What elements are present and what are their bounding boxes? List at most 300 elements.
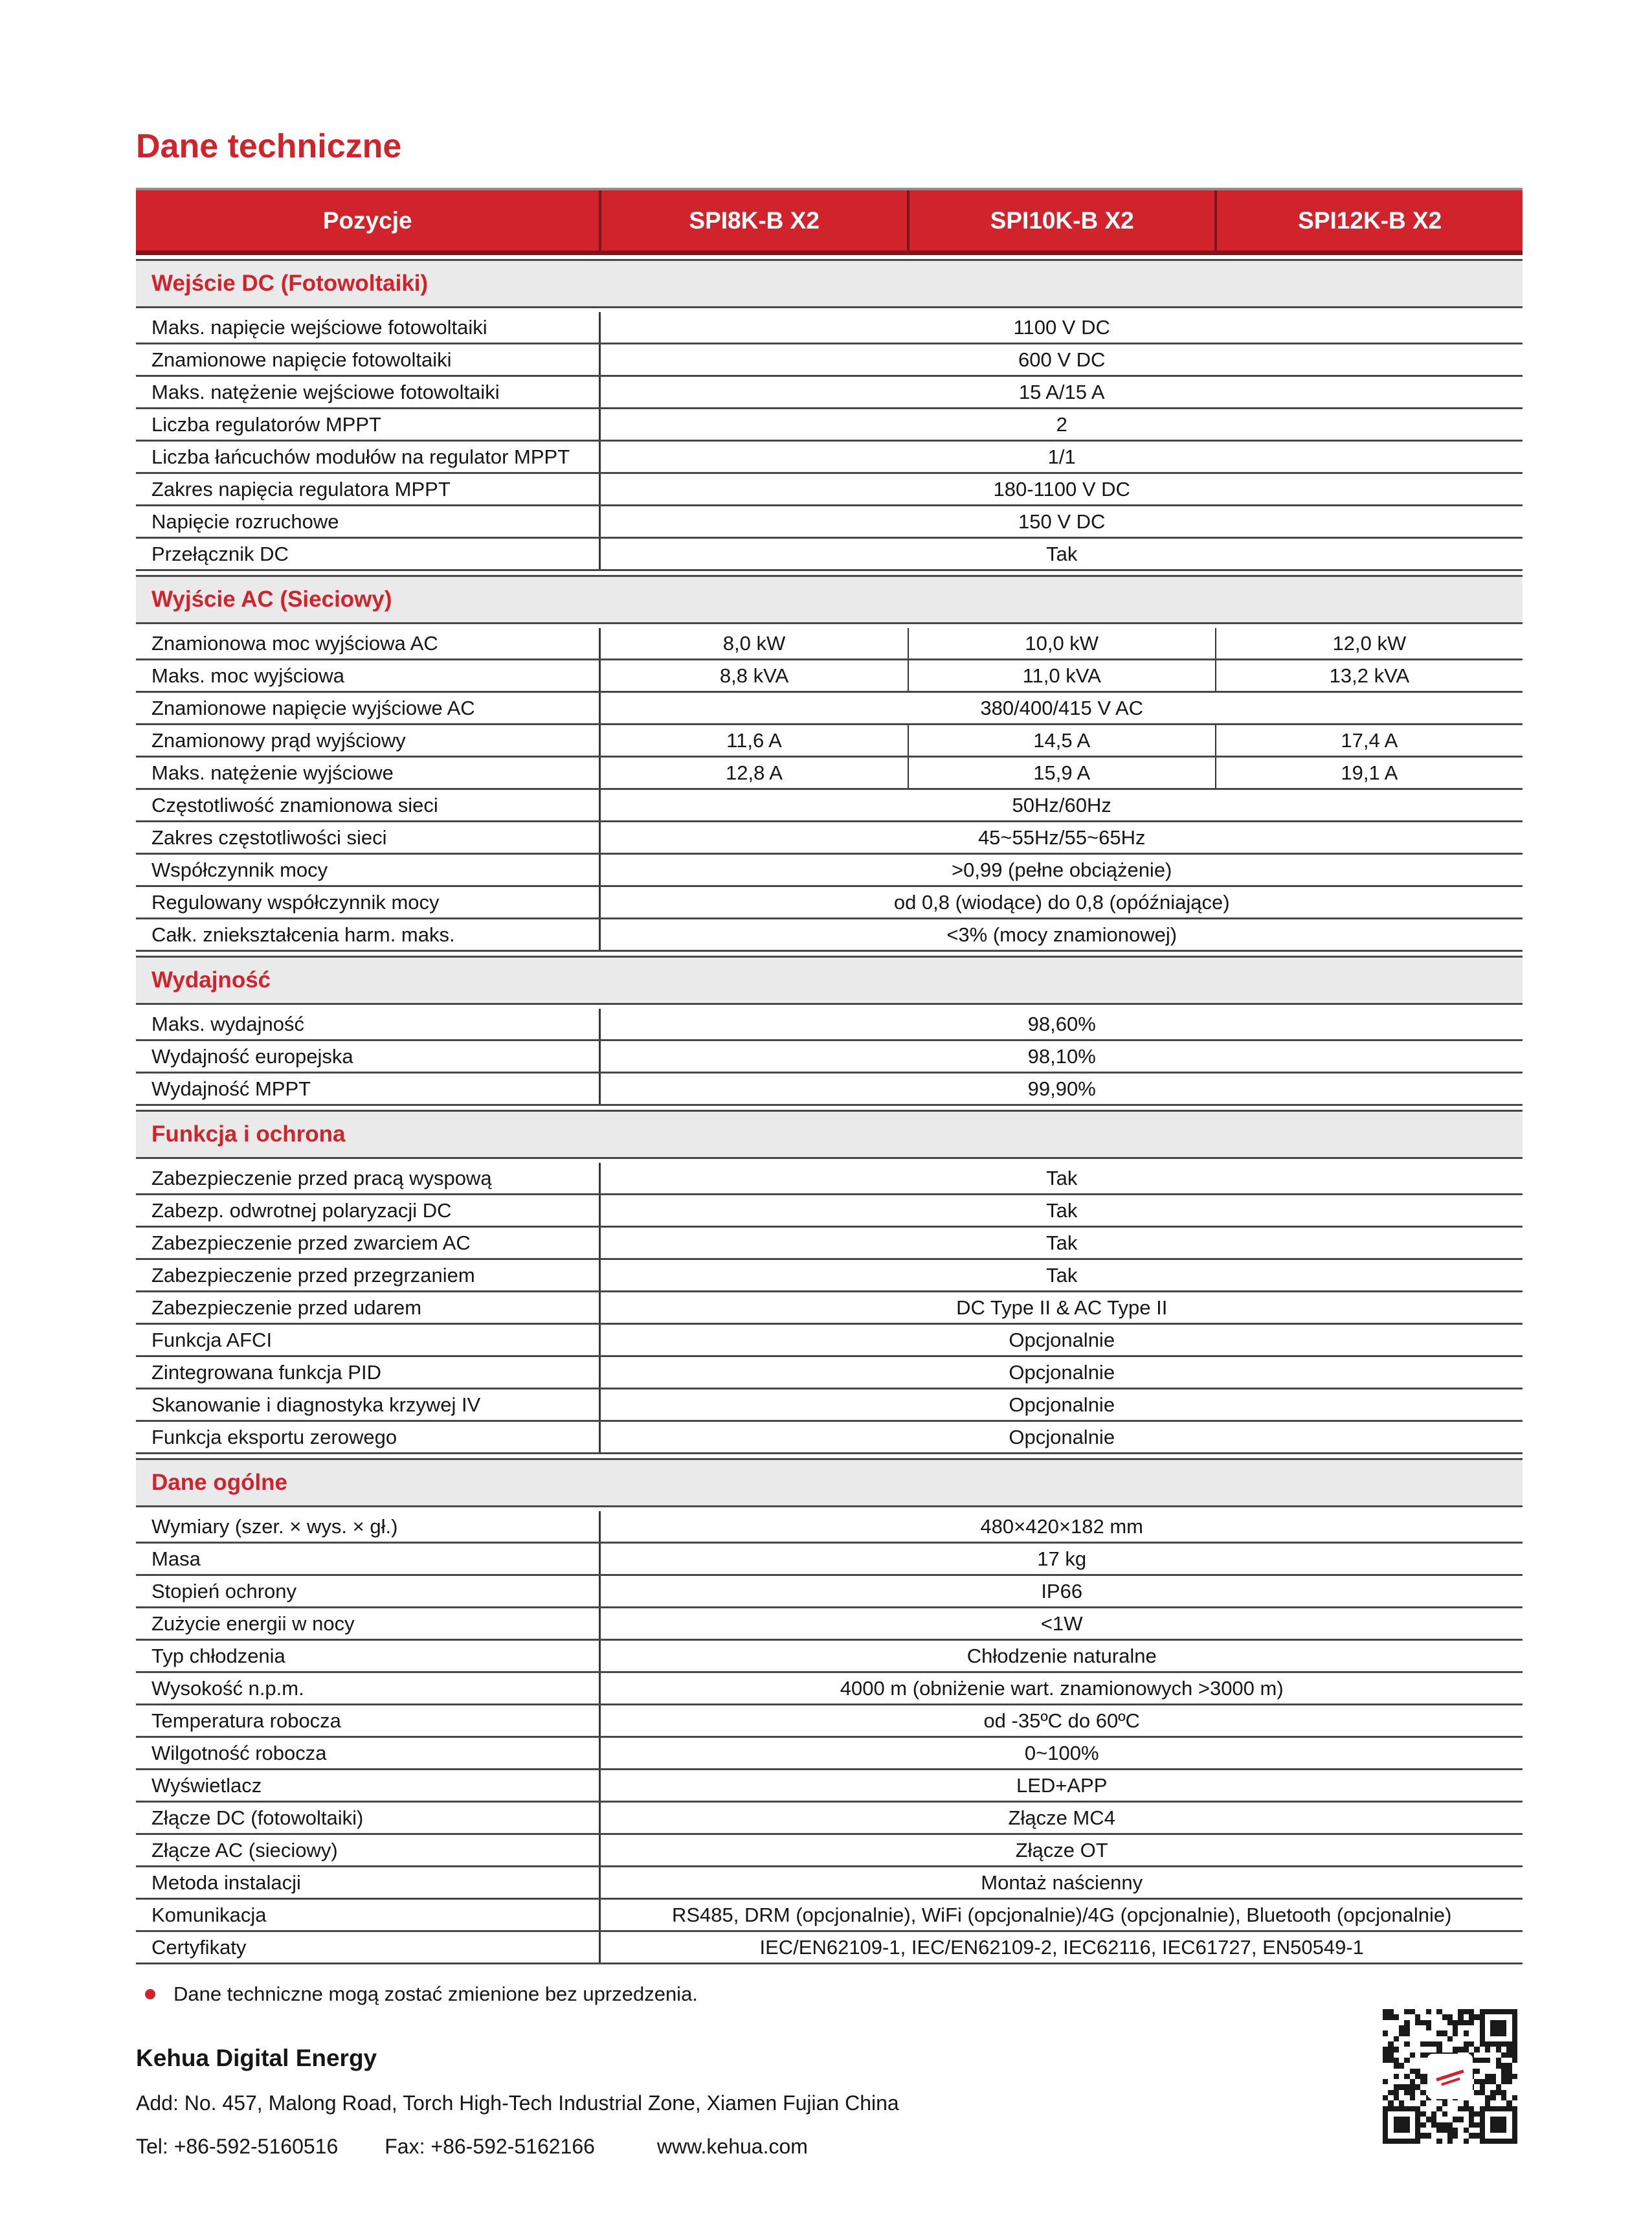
qr-module (1480, 2111, 1485, 2117)
qr-module (1431, 2133, 1436, 2138)
qr-module (1458, 2014, 1463, 2019)
qr-module (1420, 2020, 1425, 2025)
spec-row (136, 822, 1523, 855)
website: www.kehua.com (656, 2135, 808, 2158)
qr-module (1404, 2084, 1409, 2089)
spec-value: 15,9 A (908, 758, 1215, 788)
kehua-swoosh-icon (1434, 2067, 1466, 2085)
qr-module (1464, 2133, 1469, 2138)
qr-module (1399, 2052, 1404, 2058)
qr-module (1442, 2041, 1447, 2047)
qr-module (1458, 2128, 1463, 2133)
qr-code (1383, 2009, 1517, 2144)
qr-module (1426, 2036, 1431, 2041)
qr-module (1415, 2009, 1420, 2014)
qr-module (1410, 2095, 1415, 2100)
qr-module (1485, 2036, 1490, 2041)
qr-module (1506, 2025, 1512, 2030)
qr-module (1394, 2052, 1399, 2058)
qr-module (1496, 2128, 1501, 2133)
qr-module (1474, 2025, 1479, 2030)
footnote-text: Dane techniczne mogą zostać zmienione bez uprzedzenia. (173, 1983, 698, 2005)
qr-module (1506, 2139, 1512, 2144)
spec-label: Częstotliwość znamionowa sieci (151, 793, 438, 816)
spec-values (599, 1422, 1523, 1452)
qr-module (1506, 2111, 1512, 2117)
company-address: Add: No. 457, Malong Road, Torch High-Tech Industrial Zone, Xiamen Fujian China (136, 2091, 899, 2115)
qr-module (1415, 2041, 1420, 2047)
qr-module (1474, 2047, 1479, 2052)
qr-module (1506, 2117, 1512, 2122)
qr-module (1415, 2063, 1420, 2068)
qr-module (1485, 2128, 1490, 2133)
spec-values (599, 919, 1523, 950)
qr-module (1464, 2020, 1469, 2025)
qr-module (1442, 2106, 1447, 2111)
qr-module (1415, 2079, 1420, 2084)
qr-module (1404, 2122, 1409, 2128)
qr-module (1388, 2139, 1393, 2144)
qr-module (1426, 2041, 1431, 2047)
qr-module (1474, 2090, 1479, 2095)
qr-module (1410, 2063, 1415, 2068)
spec-label: Znamionowe napięcie wyjściowe AC (151, 696, 475, 719)
spec-row (136, 1900, 1523, 1932)
qr-module (1512, 2128, 1517, 2133)
spec-row (136, 1009, 1523, 1041)
qr-module (1480, 2084, 1485, 2089)
qr-module (1485, 2069, 1490, 2074)
spec-label: Znamionowe napięcie fotowoltaiki (151, 348, 452, 371)
qr-module (1480, 2058, 1485, 2063)
qr-module (1410, 2100, 1415, 2106)
qr-module (1464, 2117, 1469, 2122)
qr-module (1410, 2069, 1415, 2074)
qr-module (1431, 2122, 1436, 2128)
qr-module (1453, 2111, 1458, 2117)
spec-row (136, 1835, 1523, 1867)
spec-value: RS485, DRM (opcjonalnie), WiFi (opcjonalnie)/4G (opcjonalnie), Bluetooth (opcjonalnie) (671, 1903, 1452, 1926)
qr-module (1506, 2041, 1512, 2047)
spec-value: 14,5 A (908, 725, 1215, 756)
qr-module (1469, 2122, 1474, 2128)
qr-module (1512, 2117, 1517, 2122)
spec-row (136, 506, 1523, 539)
qr-module (1410, 2084, 1415, 2089)
qr-module (1458, 2041, 1463, 2047)
qr-module (1415, 2111, 1420, 2117)
qr-module (1394, 2095, 1399, 2100)
qr-module (1447, 2020, 1453, 2025)
qr-module (1383, 2100, 1388, 2106)
qr-module (1420, 2074, 1425, 2079)
qr-module (1431, 2020, 1436, 2025)
qr-module (1404, 2041, 1409, 2047)
qr-module (1399, 2117, 1404, 2122)
qr-module (1480, 2106, 1485, 2111)
contact-line (136, 2135, 1523, 2159)
qr-module (1399, 2079, 1404, 2084)
qr-module (1506, 2090, 1512, 2095)
spec-label: Certyfikaty (151, 1935, 247, 1959)
qr-module (1469, 2128, 1474, 2133)
fax: Fax: +86-592-5162166 (385, 2135, 595, 2158)
qr-module (1496, 2074, 1501, 2079)
qr-module (1474, 2009, 1479, 2014)
qr-module (1506, 2133, 1512, 2138)
qr-module (1469, 2014, 1474, 2019)
qr-module (1394, 2009, 1399, 2014)
qr-module (1458, 2009, 1463, 2014)
spec-value: 480×420×182 mm (980, 1514, 1144, 1538)
qr-module (1490, 2058, 1495, 2063)
qr-module (1464, 2100, 1469, 2106)
qr-module (1447, 2014, 1453, 2019)
spec-values (599, 1932, 1523, 1962)
spec-row (136, 1738, 1523, 1770)
qr-module (1512, 2139, 1517, 2144)
qr-module (1490, 2090, 1495, 2095)
qr-module (1453, 2020, 1458, 2025)
qr-module (1474, 2084, 1479, 2089)
qr-module (1383, 2014, 1388, 2019)
spec-values (599, 1195, 1523, 1226)
qr-module (1464, 2014, 1469, 2019)
qr-module (1480, 2047, 1485, 2052)
qr-module (1453, 2030, 1458, 2036)
qr-module (1447, 2030, 1453, 2036)
spec-value: Tak (1046, 1198, 1078, 1222)
spec-values (599, 344, 1523, 375)
qr-module (1496, 2133, 1501, 2138)
qr-module (1426, 2117, 1431, 2122)
qr-module (1410, 2079, 1415, 2084)
qr-module (1431, 2106, 1436, 2111)
qr-module (1410, 2036, 1415, 2041)
qr-module (1469, 2025, 1474, 2030)
spec-values (599, 1803, 1523, 1833)
qr-module (1501, 2117, 1506, 2122)
qr-module (1490, 2069, 1495, 2074)
qr-module (1404, 2100, 1409, 2106)
spec-values (599, 1292, 1523, 1323)
qr-module (1410, 2074, 1415, 2079)
qr-module (1442, 2009, 1447, 2014)
qr-module (1420, 2069, 1425, 2074)
qr-module (1464, 2106, 1469, 2111)
qr-module (1420, 2111, 1425, 2117)
spec-values (599, 377, 1523, 407)
qr-module (1436, 2020, 1442, 2025)
spec-row (136, 887, 1523, 919)
spec-label: Maks. natężenie wejściowe fotowoltaiki (151, 380, 500, 403)
qr-module (1415, 2069, 1420, 2074)
qr-module (1415, 2139, 1420, 2144)
spec-values (599, 1074, 1523, 1104)
spec-row (136, 758, 1523, 790)
qr-module (1501, 2133, 1506, 2138)
spec-row (136, 312, 1523, 344)
qr-module (1474, 2036, 1479, 2041)
qr-module (1442, 2036, 1447, 2041)
qr-module (1480, 2074, 1485, 2079)
qr-module (1388, 2133, 1393, 2138)
qr-module (1506, 2036, 1512, 2041)
section-header: Dane ogólne (136, 1458, 1523, 1507)
qr-module (1474, 2030, 1479, 2036)
qr-module (1501, 2058, 1506, 2063)
qr-module (1496, 2095, 1501, 2100)
qr-module (1485, 2139, 1490, 2144)
qr-module (1464, 2139, 1469, 2144)
qr-module (1388, 2052, 1393, 2058)
qr-module (1388, 2095, 1393, 2100)
qr-module (1485, 2095, 1490, 2100)
qr-module (1388, 2100, 1393, 2106)
spec-value: 10,0 kW (908, 628, 1215, 658)
spec-row (136, 855, 1523, 887)
spec-value: 180-1100 V DC (993, 477, 1130, 500)
qr-module (1420, 2052, 1425, 2058)
qr-module (1431, 2139, 1436, 2144)
qr-module (1485, 2009, 1490, 2014)
qr-module (1431, 2111, 1436, 2117)
qr-module (1394, 2084, 1399, 2089)
qr-module (1404, 2030, 1409, 2036)
qr-module (1394, 2058, 1399, 2063)
qr-module (1501, 2014, 1506, 2019)
qr-module (1404, 2117, 1409, 2122)
qr-module (1474, 2128, 1479, 2133)
qr-module (1415, 2074, 1420, 2079)
spec-value: Złącze MC4 (1008, 1806, 1115, 1829)
spec-row (136, 790, 1523, 822)
spec-label: Masa (151, 1547, 201, 1570)
qr-module (1485, 2025, 1490, 2030)
spec-row (136, 539, 1523, 571)
qr-module (1496, 2122, 1501, 2128)
spec-row (136, 1867, 1523, 1900)
qr-module (1420, 2036, 1425, 2041)
qr-module (1458, 2100, 1463, 2106)
qr-module (1410, 2128, 1415, 2133)
qr-module (1442, 2030, 1447, 2036)
qr-module (1496, 2090, 1501, 2095)
qr-module (1501, 2069, 1506, 2074)
qr-module (1394, 2074, 1399, 2079)
qr-module (1480, 2079, 1485, 2084)
qr-module (1420, 2047, 1425, 2052)
qr-module (1420, 2090, 1425, 2095)
qr-module (1426, 2030, 1431, 2036)
spec-row (136, 725, 1523, 758)
qr-module (1474, 2106, 1479, 2111)
qr-module (1501, 2063, 1506, 2068)
qr-module (1458, 2106, 1463, 2111)
qr-module (1506, 2047, 1512, 2052)
qr-module (1394, 2069, 1399, 2074)
qr-module (1501, 2106, 1506, 2111)
qr-module (1480, 2069, 1485, 2074)
section-header: Wydajność (136, 956, 1523, 1005)
qr-module (1474, 2122, 1479, 2128)
qr-module (1436, 2128, 1442, 2133)
qr-module (1388, 2036, 1393, 2041)
qr-module (1474, 2063, 1479, 2068)
qr-module (1458, 2139, 1463, 2144)
qr-module (1480, 2014, 1485, 2019)
qr-module (1485, 2014, 1490, 2019)
qr-module (1490, 2020, 1495, 2025)
qr-module (1394, 2139, 1399, 2144)
qr-module (1415, 2020, 1420, 2025)
qr-module (1490, 2128, 1495, 2133)
spec-row (136, 1325, 1523, 1357)
qr-module (1399, 2122, 1404, 2128)
qr-module (1431, 2009, 1436, 2014)
qr-module (1394, 2100, 1399, 2106)
spec-values (599, 660, 1523, 691)
qr-module (1453, 2106, 1458, 2111)
qr-module (1485, 2047, 1490, 2052)
spec-value: Tak (1046, 1231, 1078, 1254)
spec-row (136, 344, 1523, 377)
qr-module (1415, 2117, 1420, 2122)
qr-module (1512, 2106, 1517, 2111)
qr-module (1453, 2122, 1458, 2128)
qr-module (1383, 2009, 1388, 2014)
qr-module (1404, 2069, 1409, 2074)
qr-module (1410, 2020, 1415, 2025)
qr-module (1420, 2100, 1425, 2106)
table-header-row (136, 188, 1523, 255)
spec-label: Znamionowa moc wyjściowa AC (151, 631, 438, 655)
qr-module (1436, 2122, 1442, 2128)
qr-module (1383, 2036, 1388, 2041)
qr-module (1469, 2100, 1474, 2106)
spec-label: Maks. natężenie wyjściowe (151, 761, 394, 784)
qr-module (1394, 2020, 1399, 2025)
spec-value: 17,4 A (1215, 725, 1523, 756)
qr-module (1506, 2030, 1512, 2036)
spec-label: Skanowanie i diagnostyka krzywej IV (151, 1393, 481, 1416)
spec-label: Regulowany współczynnik mocy (151, 890, 440, 914)
qr-module (1453, 2014, 1458, 2019)
qr-module (1469, 2106, 1474, 2111)
qr-module (1404, 2009, 1409, 2014)
qr-module (1453, 2009, 1458, 2014)
qr-module (1383, 2117, 1388, 2122)
qr-module (1383, 2025, 1388, 2030)
spec-label: Zakres napięcia regulatora MPPT (151, 477, 451, 500)
qr-module (1501, 2047, 1506, 2052)
qr-module (1447, 2133, 1453, 2138)
spec-label: Wydajność MPPT (151, 1077, 311, 1100)
qr-module (1394, 2117, 1399, 2122)
qr-module (1490, 2047, 1495, 2052)
qr-module (1426, 2025, 1431, 2030)
spec-values (599, 506, 1523, 537)
spec-row (136, 1228, 1523, 1260)
qr-module (1490, 2036, 1495, 2041)
qr-module (1404, 2058, 1409, 2063)
qr-module (1431, 2128, 1436, 2133)
qr-module (1436, 2111, 1442, 2117)
qr-module (1394, 2063, 1399, 2068)
qr-module (1431, 2025, 1436, 2030)
qr-module (1426, 2100, 1431, 2106)
qr-module (1420, 2117, 1425, 2122)
qr-module (1399, 2095, 1404, 2100)
qr-module (1383, 2090, 1388, 2095)
qr-module (1496, 2106, 1501, 2111)
spec-row (136, 1803, 1523, 1835)
qr-module (1383, 2058, 1388, 2063)
qr-module (1496, 2058, 1501, 2063)
qr-module (1464, 2030, 1469, 2036)
spec-values (599, 855, 1523, 885)
spec-row (136, 1544, 1523, 1576)
qr-module (1404, 2052, 1409, 2058)
spec-values (599, 822, 1523, 853)
qr-module (1399, 2106, 1404, 2111)
spec-label: Zabezpieczenie przed udarem (151, 1296, 422, 1319)
qr-module (1490, 2074, 1495, 2079)
qr-module (1388, 2074, 1393, 2079)
qr-module (1447, 2025, 1453, 2030)
qr-module (1388, 2090, 1393, 2095)
qr-module (1512, 2030, 1517, 2036)
qr-module (1512, 2100, 1517, 2106)
qr-module (1501, 2030, 1506, 2036)
qr-module (1436, 2014, 1442, 2019)
qr-module (1458, 2036, 1463, 2041)
qr-module (1388, 2047, 1393, 2052)
spec-label: Funkcja eksportu zerowego (151, 1425, 397, 1448)
qr-module (1420, 2084, 1425, 2089)
qr-module (1388, 2069, 1393, 2074)
qr-module (1464, 2041, 1469, 2047)
qr-module (1485, 2079, 1490, 2084)
qr-module (1383, 2084, 1388, 2089)
qr-module (1512, 2074, 1517, 2079)
qr-module (1404, 2095, 1409, 2100)
spec-value: Opcjonalnie (1009, 1425, 1115, 1448)
qr-module (1426, 2122, 1431, 2128)
qr-module (1485, 2122, 1490, 2128)
qr-module (1506, 2084, 1512, 2089)
qr-module (1501, 2090, 1506, 2095)
spec-values (599, 1641, 1523, 1671)
qr-module (1404, 2139, 1409, 2144)
qr-module (1388, 2111, 1393, 2117)
qr-module (1447, 2117, 1453, 2122)
spec-row (136, 1422, 1523, 1454)
qr-module (1442, 2014, 1447, 2019)
spec-label: Metoda instalacji (151, 1871, 301, 1894)
qr-module (1474, 2095, 1479, 2100)
qr-module (1506, 2106, 1512, 2111)
spec-row (136, 1705, 1523, 1738)
qr-module (1436, 2036, 1442, 2041)
qr-module (1404, 2111, 1409, 2117)
qr-module (1458, 2047, 1463, 2052)
spec-values (599, 1260, 1523, 1290)
qr-module (1447, 2106, 1453, 2111)
spec-value: Tak (1046, 1166, 1078, 1189)
qr-module (1394, 2041, 1399, 2047)
spec-row (136, 1641, 1523, 1673)
